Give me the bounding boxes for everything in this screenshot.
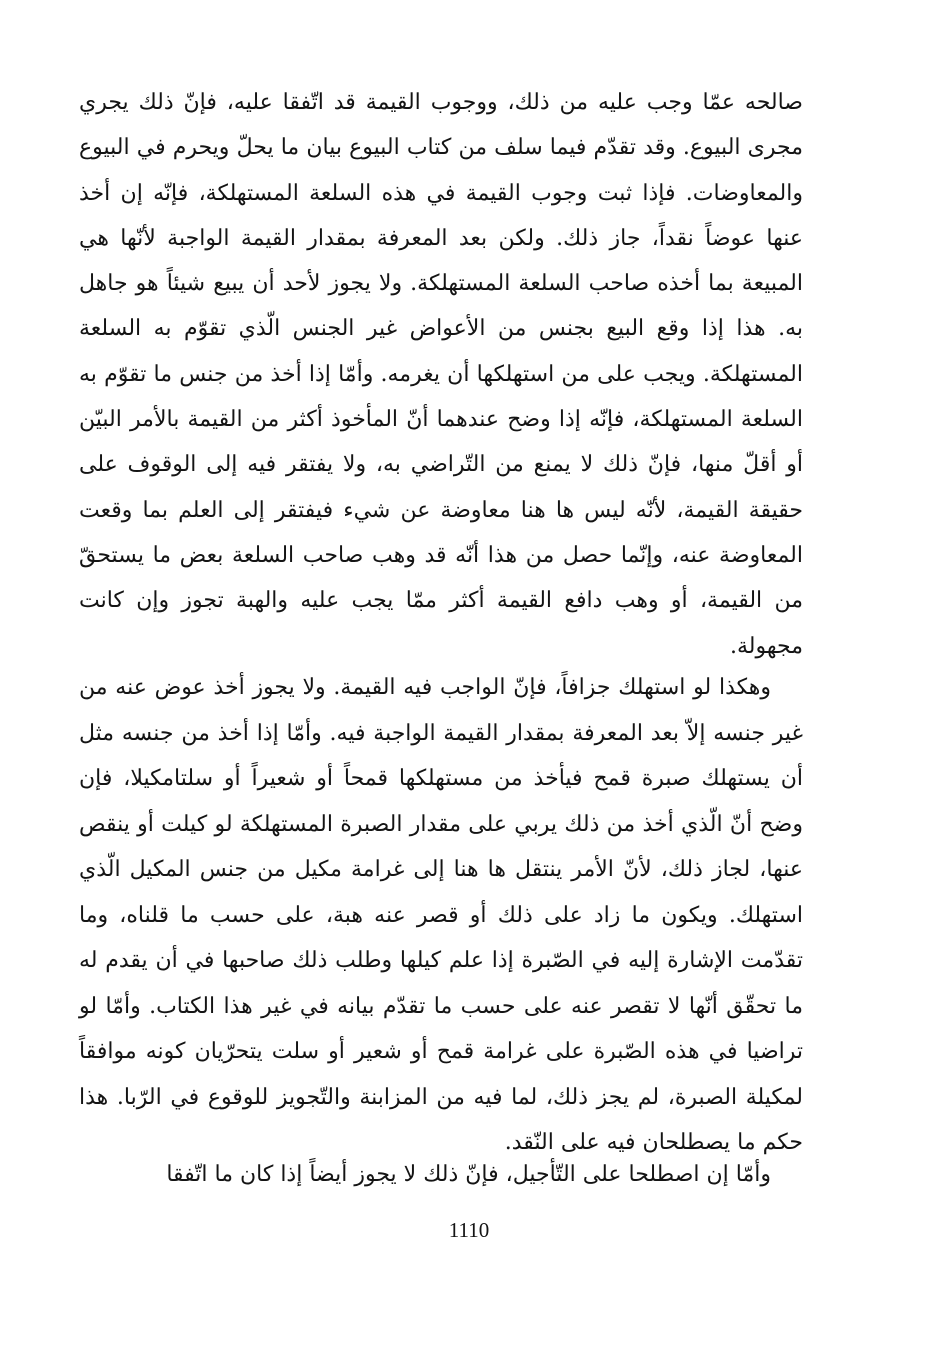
page-number: 1110 bbox=[448, 1218, 490, 1242]
paragraph-3: وأمّا إن اصطلحا على التّأجيل، فإنّ ذلك لا يجوز أيضاً إذا كان ما اتّفقا bbox=[166, 1162, 771, 1187]
paragraph-2: وهكذا لو استهلك جزافاً، فإنّ الواجب فيه القيمة. ولا يجوز أخذ عوض عنه من غير جنسه إلاّ بعد المعرفة بمقدار القيمة الواجبة فيه. وأمّا إذا أخذ من جنسه مثل أن يستهلك صبرة قمح فيأخذ من مستهلكها قمحاً أو شعيراً أو سلتامكيلا، فإن وضح أنّ الّذي أخذ من ذلك يربي على مقدار الصبرة المستهلكة لو كيلت أو ينقص عنها، لجاز ذلك، لأنّ الأمر ينتقل ها هنا إلى غرامة مكيل من جنس المكيل الّذي استهلك. ويكون ما زاد على ذلك أو قصر عنه هبة، على حسب ما قلناه، وما تقدّمت الإشارة إليه في الصّبرة إذا علم كيلها وطلب ذلك صاحبها في أن يقدم له ما تحقّق أنّها لا تقصر عنه على حسب ما تقدّم بيانه في غير هذا الكتاب. وأمّا لو تراضيا في هذه الصّبرة على غرامة قمح أو شعير أو سلت يتحرّيان كونه موافقاً لمكيلة الصبرة، لم يجز ذلك، لما فيه من المزابنة والتّجويز للوقوع في الرّبا. هذا حكم ما يصطلحان فيه على النّقد. bbox=[79, 675, 803, 1155]
paragraph-1: صالحه عمّا وجب عليه من ذلك، ووجوب القيمة قد اتّفقا عليه، فإنّ ذلك يجري مجرى البيوع. وقد تقدّم فيما سلف من كتاب البيوع بيان ما يحلّ ويحرم في البيوع والمعاوضات. فإذا ثبت وجوب القيمة في هذه السلعة المستهلكة، فإنّه إن أخذ عنها عوضاً نقداً، جاز ذلك. ولكن بعد المعرفة بمقدار القيمة الواجبة لأنّها هي المبيعة بما أخذه صاحب السلعة المستهلكة. ولا يجوز لأحد أن يبيع شيئاً هو جاهل به. هذا إذا وقع البيع بجنس من الأعواض غير الجنس الّذي تقوّم به السلعة المستهلكة. ويجب على من استهلكها أن يغرمه. وأمّا إذا أخذ من جنس ما تقوّم به السلعة المستهلكة، فإنّه إذا وضح عندهما أنّ المأخوذ أكثر من القيمة بالأمر البيّن أو أقلّ منها، فإنّ ذلك لا يمنع من التّراضي به، ولا يفتقر فيه إلى الوقوف على حقيقة القيمة، لأنّه ليس ها هنا معاوضة عن شيء فيفتقر إلى العلم بما وقعت المعاوضة عنه، وإنّما حصل من هذا أنّه قد وهب صاحب السلعة بعض ما يستحقّ من القيمة، أو وهب دافع القيمة أكثر ممّا يجب عليه والهبة تجوز وإن كانت مجهولة. bbox=[79, 90, 803, 659]
